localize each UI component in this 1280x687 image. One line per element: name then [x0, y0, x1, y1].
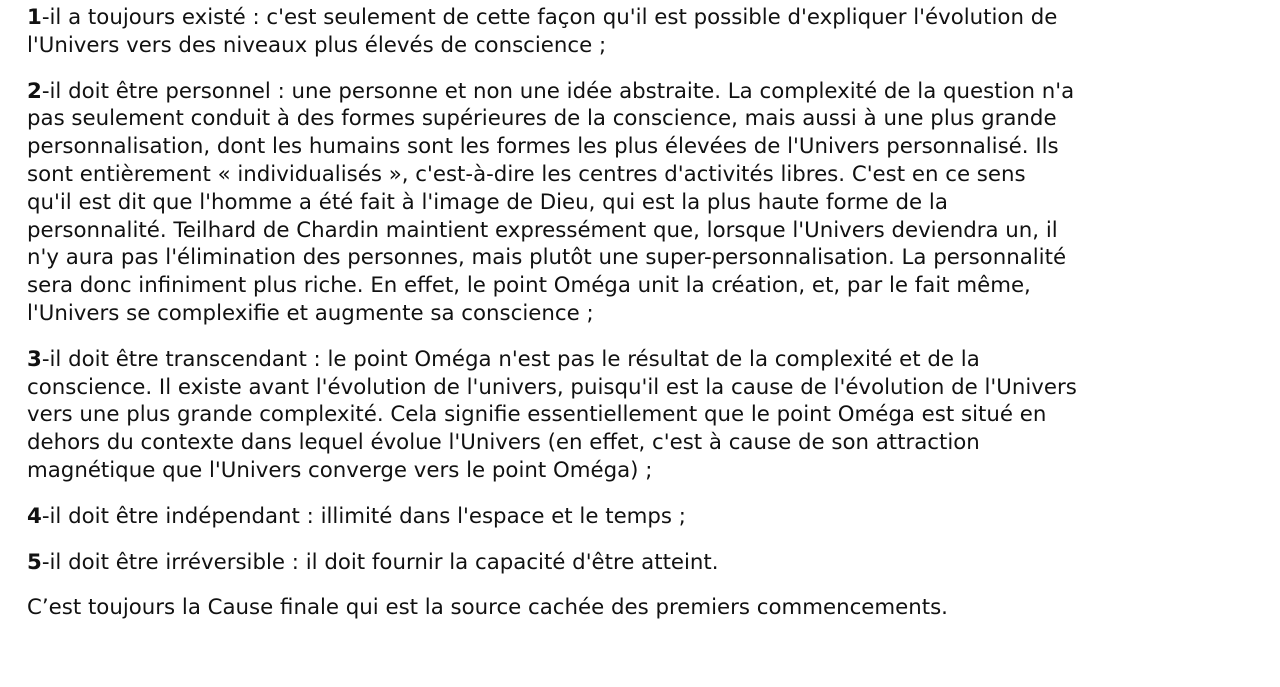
item-text: -il a toujours existé : c'est seulement de cette façon qu'il est possible d'expliquer l'évolution de l'Univers vers des niveaux plus élevés de conscience ; — [27, 5, 1058, 58]
item-number: 5 — [27, 549, 42, 575]
item-text: -il doit être transcendant : le point Oméga n'est pas le résultat de la complexité et de la conscience. Il existe avant l'évolution de l'univers, puisqu'il est la cause de l'évolution de l'Univers vers une plus grande complexité. Cela signifie essentiellement que le point Oméga est situé en dehors du contexte dans lequel évolue l'Univers (en effet, c'est à cause de son attraction magnétique que l'Univers converge vers le point Oméga) ; — [27, 346, 1077, 483]
list-item-1 — [27, 4, 1077, 60]
list-item-5 — [27, 549, 1077, 577]
item-text: -il doit être irréversible : il doit fournir la capacité d'être atteint. — [41, 549, 719, 575]
item-number: 2 — [27, 78, 42, 104]
item-number: 3 — [27, 346, 42, 372]
item-text: -il doit être personnel : une personne et non une idée abstraite. La complexité de la question n'a pas seulement conduit à des formes supérieures de la conscience, mais aussi à une plus grande personnalisation, dont les humains sont les formes les plus élevées de l'Univers personnalisé. Ils sont entièrement « individualisés », c'est-à-dire les centres d'activités libres. C'est en ce sens qu'il est dit que l'homme a été fait à l'image de Dieu, qui est la plus haute forme de la personnalité. Teilhard de Chardin maintient expressément que, lorsque l'Univers deviendra un, il n'y aura pas l'élimination des personnes, mais plutôt une super-personnalisation. La personnalité sera donc infiniment plus riche. En effet, le point Oméga unit la création, et, par le fait même, l'Univers se complexifie et augmente sa conscience ; — [27, 78, 1075, 326]
list-item-4 — [27, 503, 1077, 531]
item-number: 1 — [27, 5, 42, 30]
list-item-3 — [27, 346, 1077, 485]
closing-paragraph: C’est toujours la Cause finale qui est la source cachée des premiers commencements. — [27, 595, 948, 621]
list-item-2 — [27, 78, 1077, 328]
item-text: -il doit être indépendant : illimité dans l'espace et le temps ; — [41, 503, 686, 529]
article-body — [27, 4, 1077, 640]
item-number: 4 — [27, 503, 42, 529]
